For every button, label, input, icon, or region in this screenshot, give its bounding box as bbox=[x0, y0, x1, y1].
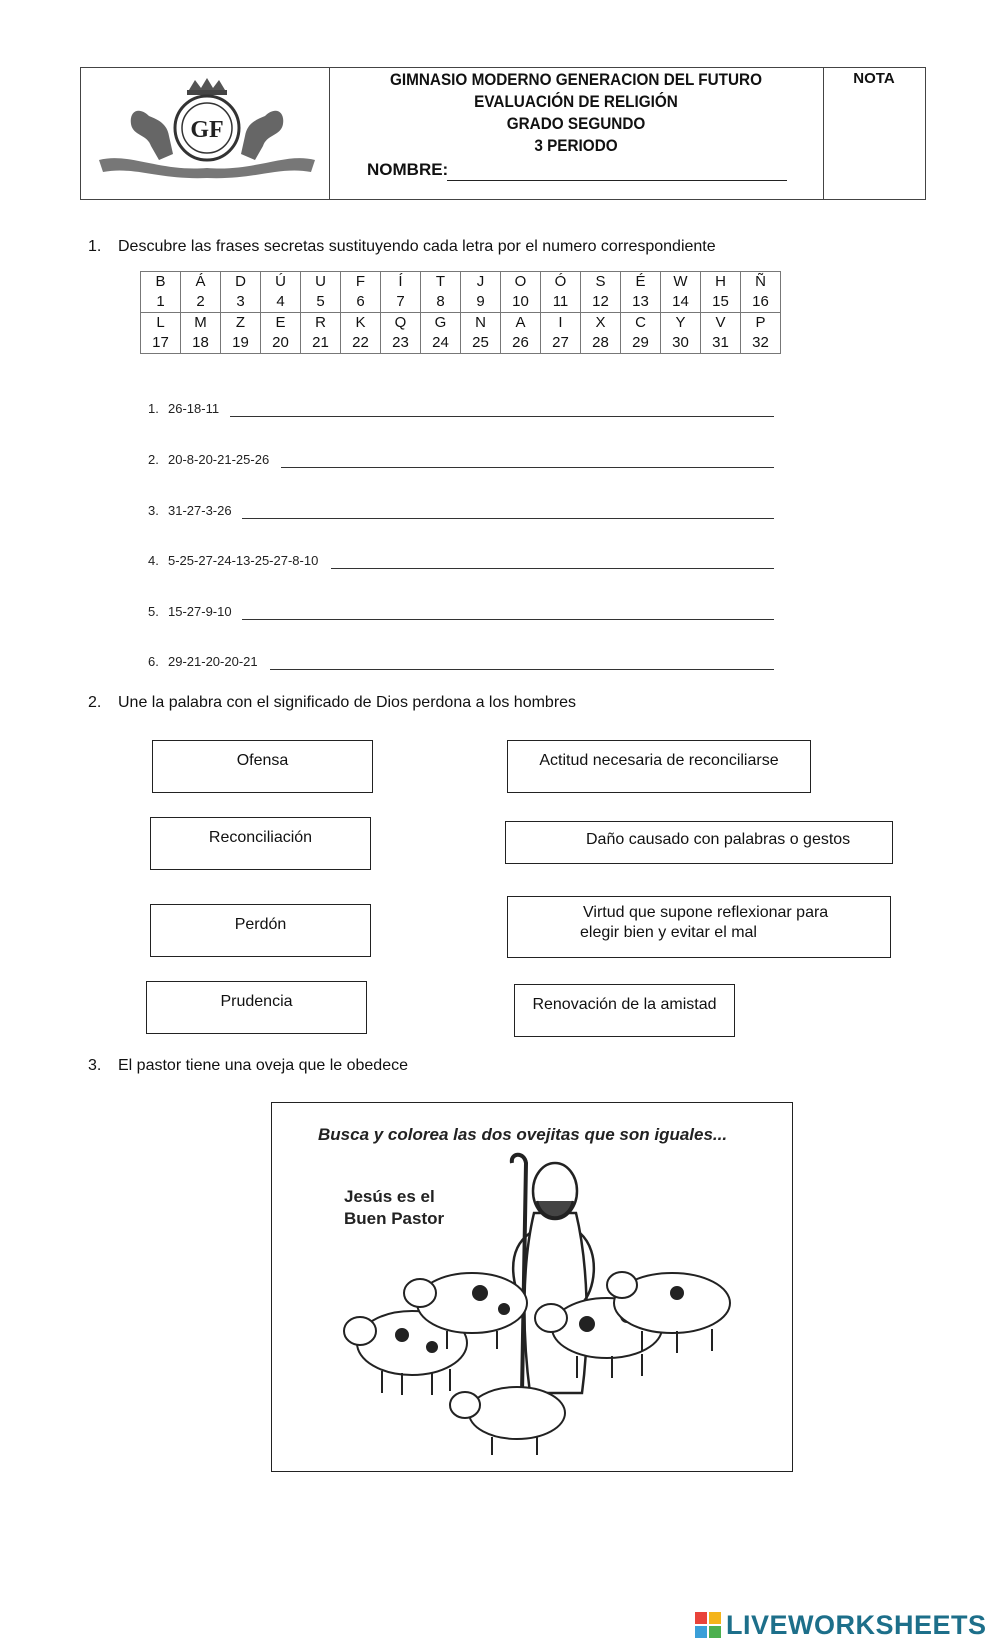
puzzle-answer-line[interactable] bbox=[331, 568, 774, 569]
cipher-number: 10 bbox=[512, 293, 529, 310]
cipher-cell bbox=[181, 272, 221, 313]
cipher-letter: É bbox=[635, 273, 646, 290]
cipher-number: 27 bbox=[552, 334, 569, 351]
cipher-cell bbox=[501, 313, 541, 354]
cipher-cell bbox=[541, 272, 581, 313]
illustration-label-1: Jesús es el bbox=[344, 1187, 435, 1206]
cipher-cell bbox=[141, 272, 181, 313]
cipher-cell bbox=[381, 272, 421, 313]
cipher-number: 11 bbox=[552, 293, 569, 310]
puzzle-answer-line[interactable] bbox=[242, 619, 774, 620]
word-box-reconciliacion[interactable] bbox=[150, 817, 371, 870]
cipher-row bbox=[141, 313, 781, 354]
cipher-cell bbox=[181, 313, 221, 354]
exam-title: EVALUACIÓN DE RELIGIÓN bbox=[474, 92, 678, 111]
cipher-number: 18 bbox=[192, 334, 209, 351]
cipher-cell bbox=[701, 313, 741, 354]
school-crest-logo bbox=[89, 76, 319, 191]
name-input-line[interactable] bbox=[447, 180, 787, 181]
puzzle-number: 4. bbox=[148, 553, 159, 568]
puzzle-answer-line[interactable] bbox=[242, 518, 774, 519]
cipher-letter: E bbox=[275, 314, 286, 331]
q2-number: 2. bbox=[88, 694, 102, 711]
cipher-letter: Ú bbox=[275, 273, 286, 290]
cipher-letter: A bbox=[515, 314, 526, 331]
cipher-letter: S bbox=[595, 273, 606, 290]
puzzle-code: 31-27-3-26 bbox=[168, 503, 232, 518]
period-title: 3 PERIODO bbox=[534, 136, 618, 155]
cipher-number: 24 bbox=[432, 334, 449, 351]
cipher-cell bbox=[741, 272, 781, 313]
grade-title: GRADO SEGUNDO bbox=[506, 114, 646, 133]
cipher-number: 20 bbox=[272, 334, 289, 351]
cipher-cell bbox=[501, 272, 541, 313]
puzzle-number: 6. bbox=[148, 654, 159, 669]
cipher-number: 32 bbox=[752, 334, 769, 351]
cipher-cell bbox=[621, 272, 661, 313]
cipher-letter: V bbox=[715, 314, 726, 331]
puzzle-code: 5-25-27-24-13-25-27-8-10 bbox=[168, 553, 319, 568]
cipher-letter: J bbox=[476, 273, 485, 290]
word-box-perdon[interactable] bbox=[150, 904, 371, 957]
illustration-caption: Busca y colorea las dos ovejitas que son iguales... bbox=[318, 1125, 728, 1144]
cipher-cell bbox=[421, 272, 461, 313]
cipher-cell bbox=[341, 313, 381, 354]
cipher-number: 19 bbox=[232, 334, 249, 351]
cipher-letter: F bbox=[355, 273, 366, 290]
q1-number: 1. bbox=[88, 238, 102, 255]
meaning-label-line2: elegir bien y evitar el mal bbox=[580, 924, 757, 941]
cipher-letter: I bbox=[558, 314, 563, 331]
logo-initials: GF bbox=[190, 117, 224, 143]
illustration-label-2: Buen Pastor bbox=[344, 1209, 445, 1228]
cipher-number: 16 bbox=[752, 293, 769, 310]
grade-cell bbox=[823, 68, 925, 199]
cipher-letter: X bbox=[595, 314, 606, 331]
cipher-letter: O bbox=[514, 273, 527, 290]
cipher-number: 3 bbox=[236, 293, 245, 310]
cipher-number: 23 bbox=[392, 334, 409, 351]
cipher-letter: M bbox=[194, 314, 207, 331]
cipher-letter: Y bbox=[675, 314, 686, 331]
q1-text: Descubre las frases secretas sustituyendo cada letra por el numero correspondiente bbox=[118, 238, 716, 255]
cipher-cell bbox=[701, 272, 741, 313]
header-table bbox=[80, 67, 926, 200]
cipher-number: 12 bbox=[592, 293, 609, 310]
cipher-cell bbox=[661, 272, 701, 313]
cipher-number: 31 bbox=[712, 334, 729, 351]
puzzle-number: 1. bbox=[148, 401, 159, 416]
cipher-letter: Ó bbox=[554, 273, 567, 290]
cipher-number: 29 bbox=[632, 334, 649, 351]
liveworksheets-logo-icon bbox=[695, 1612, 721, 1638]
meaning-label: Renovación de la amistad bbox=[532, 996, 717, 1013]
cipher-row bbox=[141, 272, 781, 313]
cipher-letter: G bbox=[434, 314, 447, 331]
cipher-letter: Z bbox=[235, 314, 246, 331]
puzzle-number: 5. bbox=[148, 604, 159, 619]
shepherd-and-sheep-drawing bbox=[272, 1103, 791, 1470]
word-box-ofensa[interactable] bbox=[152, 740, 373, 793]
cipher-cell bbox=[141, 313, 181, 354]
logo-cell bbox=[81, 68, 330, 199]
cipher-letter: Q bbox=[394, 314, 407, 331]
cipher-letter: T bbox=[435, 273, 446, 290]
cipher-letter: Ñ bbox=[755, 273, 766, 290]
cipher-number: 26 bbox=[512, 334, 529, 351]
cipher-cell bbox=[301, 313, 341, 354]
cipher-cell bbox=[261, 272, 301, 313]
puzzle-answer-line[interactable] bbox=[270, 669, 774, 670]
cipher-letter: C bbox=[635, 314, 646, 331]
puzzle-answer-line[interactable] bbox=[230, 416, 774, 417]
word-box-prudencia[interactable] bbox=[146, 981, 367, 1034]
cipher-number: 2 bbox=[196, 293, 205, 310]
cipher-number: 6 bbox=[356, 293, 365, 310]
q3-text: El pastor tiene una oveja que le obedece bbox=[118, 1057, 408, 1074]
cipher-cell bbox=[221, 272, 261, 313]
cipher-cell bbox=[461, 313, 501, 354]
puzzle-answer-line[interactable] bbox=[281, 467, 774, 468]
cipher-number: 14 bbox=[672, 293, 689, 310]
cipher-cell bbox=[581, 272, 621, 313]
cipher-cell bbox=[341, 272, 381, 313]
cipher-letter: K bbox=[355, 314, 366, 331]
cipher-number: 1 bbox=[156, 293, 165, 310]
cipher-cell bbox=[621, 313, 661, 354]
school-name: GIMNASIO MODERNO GENERACION DEL FUTURO bbox=[389, 70, 763, 89]
word-label: Reconciliación bbox=[208, 829, 313, 846]
meaning-box-renovacion[interactable] bbox=[514, 984, 735, 1037]
cipher-cell bbox=[661, 313, 701, 354]
cipher-letter: D bbox=[235, 273, 246, 290]
cipher-cell bbox=[221, 313, 261, 354]
cipher-letter: L bbox=[156, 314, 165, 331]
cipher-number: 4 bbox=[276, 293, 285, 310]
puzzle-code: 26-18-11 bbox=[168, 401, 220, 416]
cipher-cell bbox=[541, 313, 581, 354]
cipher-number: 7 bbox=[396, 293, 405, 310]
word-label: Ofensa bbox=[236, 752, 289, 769]
meaning-label-line1: Virtud que supone reflexionar para bbox=[583, 904, 829, 921]
cipher-letter: P bbox=[755, 314, 766, 331]
cipher-number: 9 bbox=[476, 293, 485, 310]
cipher-cell bbox=[261, 313, 301, 354]
puzzle-code: 15-27-9-10 bbox=[168, 604, 232, 619]
cipher-cell bbox=[461, 272, 501, 313]
meaning-box-virtud[interactable] bbox=[507, 896, 891, 958]
cipher-letter: Á bbox=[195, 273, 206, 290]
meaning-label: Daño causado con palabras o gestos bbox=[586, 831, 851, 848]
q2-text: Une la palabra con el significado de Dios perdona a los hombres bbox=[118, 694, 577, 711]
cipher-number: 8 bbox=[436, 293, 445, 310]
cipher-number: 21 bbox=[312, 334, 329, 351]
cipher-number: 25 bbox=[472, 334, 489, 351]
cipher-letter: U bbox=[315, 273, 326, 290]
q3-number: 3. bbox=[88, 1057, 102, 1074]
cipher-letter: R bbox=[315, 314, 326, 331]
cipher-number: 5 bbox=[316, 293, 325, 310]
cipher-letter: H bbox=[715, 273, 726, 290]
cipher-cell bbox=[381, 313, 421, 354]
meaning-label: Actitud necesaria de reconciliarse bbox=[539, 752, 779, 769]
word-label: Prudencia bbox=[220, 993, 293, 1010]
puzzle-number: 3. bbox=[148, 503, 159, 518]
cipher-letter: B bbox=[155, 273, 166, 290]
puzzle-number: 2. bbox=[148, 452, 159, 467]
cipher-number: 22 bbox=[352, 334, 369, 351]
puzzle-code: 29-21-20-20-21 bbox=[168, 654, 258, 669]
nota-label: NOTA bbox=[853, 70, 895, 87]
cipher-number: 15 bbox=[712, 293, 729, 310]
cipher-letter: N bbox=[475, 314, 486, 331]
meaning-box-actitud[interactable] bbox=[507, 740, 811, 793]
cipher-number: 13 bbox=[632, 293, 649, 310]
cipher-table bbox=[140, 271, 781, 354]
liveworksheets-brand[interactable]: LIVEWORKSHEETS bbox=[726, 1610, 987, 1640]
puzzle-code: 20-8-20-21-25-26 bbox=[168, 452, 270, 467]
cipher-cell bbox=[741, 313, 781, 354]
name-label: NOMBRE: bbox=[367, 160, 449, 179]
cipher-letter: W bbox=[673, 273, 688, 290]
cipher-letter: Í bbox=[398, 273, 403, 290]
cipher-cell bbox=[301, 272, 341, 313]
shepherd-illustration bbox=[271, 1102, 793, 1472]
cipher-number: 30 bbox=[672, 334, 689, 351]
cipher-number: 28 bbox=[592, 334, 609, 351]
cipher-number: 17 bbox=[152, 334, 169, 351]
word-label: Perdón bbox=[234, 916, 287, 933]
cipher-cell bbox=[581, 313, 621, 354]
cipher-cell bbox=[421, 313, 461, 354]
meaning-box-dano[interactable] bbox=[505, 821, 893, 864]
title-cell bbox=[329, 68, 824, 199]
